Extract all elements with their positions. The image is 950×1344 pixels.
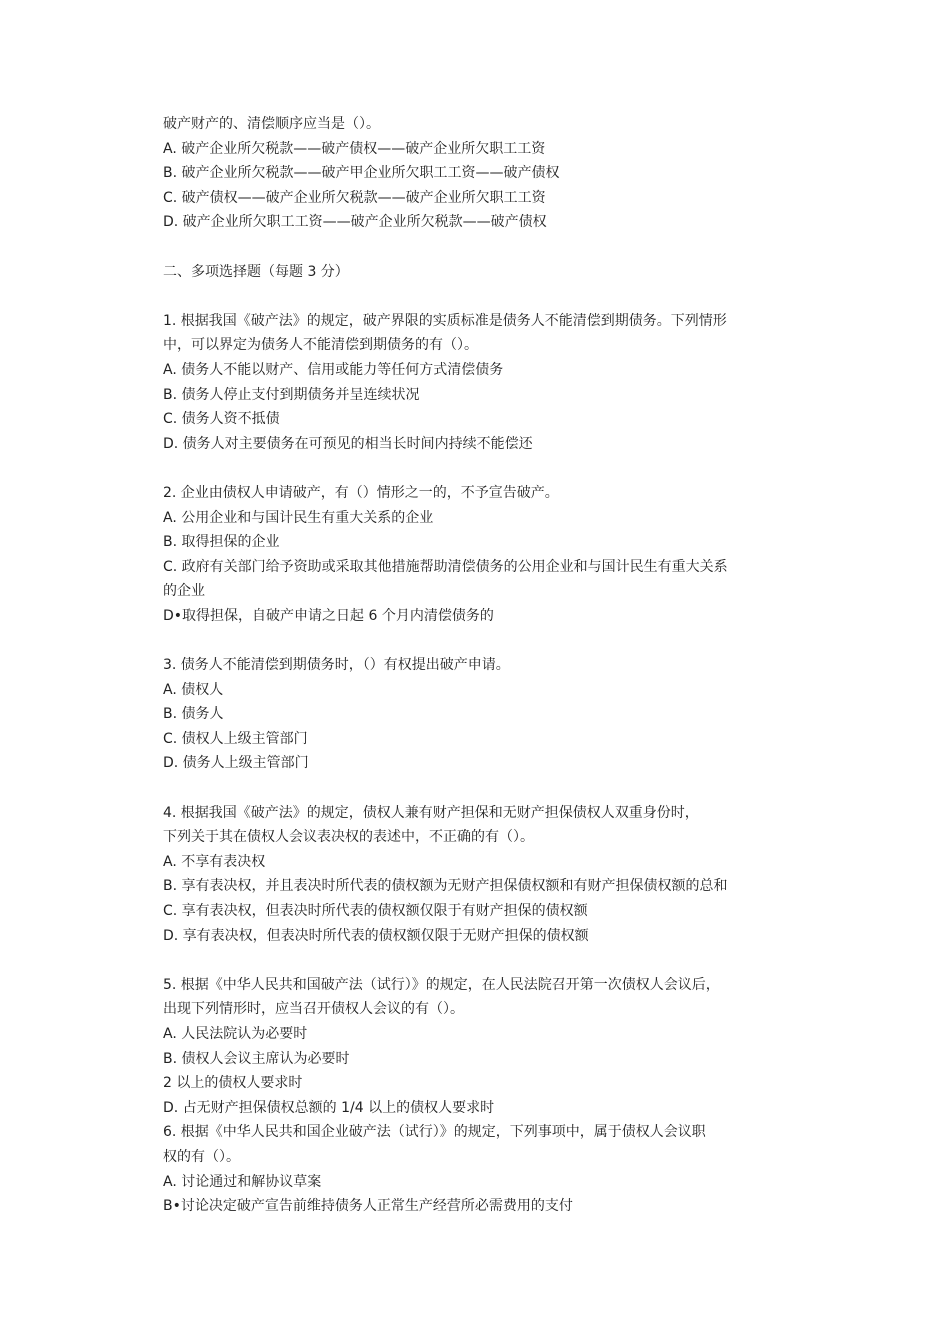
question-stem: 4. 根据我国《破产法》的规定，债权人兼有财产担保和无财产担保债权人双重身份时，	[163, 804, 699, 821]
question-stem: 下列关于其在债权人会议表决权的表述中，不正确的有（）。	[163, 829, 534, 846]
option-d: D. 债务人对主要债务在可预见的相当长时间内持续不能偿还	[163, 435, 533, 452]
question-2	[163, 481, 823, 629]
question-stem: 2. 企业由债权人申请破产，有（）情形之一的，不予宣告破产。	[163, 484, 559, 501]
question-stem: 3. 债务人不能清偿到期债务时，（）有权提出破产申请。	[163, 657, 510, 674]
option-c: C. 债权人上级主管部门	[163, 730, 308, 747]
question-3	[163, 653, 823, 776]
question-stem: 出现下列情形时，应当召开债权人会议的有（）。	[163, 1001, 464, 1018]
intro-question	[163, 112, 823, 235]
option-b: B. 享有表决权，并且表决时所代表的债权额为无财产担保债权额和有财产担保债权额的总和	[163, 878, 728, 895]
question-5	[163, 973, 823, 1121]
section-title: 二、多项选择题（每题 3 分）	[163, 263, 349, 280]
option-c-continued: 的企业	[163, 583, 205, 600]
question-stem: 5. 根据《中华人民共和国破产法（试行）》的规定，在人民法院召开第一次债权人会议后，	[163, 976, 720, 993]
option-b: B. 债务人	[163, 706, 224, 723]
option-a: A. 不享有表决权	[163, 853, 266, 870]
question-stem: 1. 根据我国《破产法》的规定，破产界限的实质标准是债务人不能清偿到期债务。下列情形	[163, 312, 727, 329]
option-c: C. 债务人资不抵债	[163, 411, 280, 428]
option-a: A. 讨论通过和解协议草案	[163, 1173, 322, 1190]
question-stem: 破产财产的、清偿顺序应当是（）。	[163, 116, 380, 132]
document-page	[163, 112, 823, 1219]
option-d: D. 享有表决权，但表决时所代表的债权额仅限于无财产担保的债权额	[163, 927, 589, 944]
option-c: C. 享有表决权，但表决时所代表的债权额仅限于有财产担保的债权额	[163, 903, 588, 919]
question-4	[163, 801, 823, 949]
option-b: B•讨论决定破产宣告前维持债务人正常生产经营所必需费用的支付	[163, 1198, 573, 1215]
option-a: A. 人民法院认为必要时	[163, 1025, 308, 1042]
option-a: A. 债务人不能以财产、信用或能力等任何方式清偿债务	[163, 361, 504, 378]
option-c: C. 政府有关部门给予资助或采取其他措施帮助清偿债务的公用企业和与国计民生有重大关系	[163, 558, 728, 575]
question-stem: 6. 根据《中华人民共和国企业破产法（试行）》的规定，下列事项中，属于债权人会议职	[163, 1124, 706, 1141]
question-1	[163, 309, 823, 457]
option-d: D. 债务人上级主管部门	[163, 755, 309, 772]
option-a: A. 公用企业和与国计民生有重大关系的企业	[163, 509, 434, 526]
question-stem: 权的有（）。	[163, 1148, 240, 1165]
option-c: C. 破产债权——破产企业所欠税款——破产企业所欠职工工资	[163, 189, 546, 206]
option-c: 2 以上的债权人要求时	[163, 1075, 303, 1092]
option-b: B. 债务人停止支付到期债务并呈连续状况	[163, 386, 420, 403]
option-d: D•取得担保，自破产申请之日起 6 个月内清偿债务的	[163, 607, 494, 624]
option-d: D. 破产企业所欠职工工资——破产企业所欠税款——破产债权	[163, 214, 547, 231]
option-b: B. 债权人会议主席认为必要时	[163, 1050, 350, 1067]
option-d: D. 占无财产担保债权总额的 1/4 以上的债权人要求时	[163, 1099, 495, 1116]
option-a: A. 破产企业所欠税款——破产债权——破产企业所欠职工工资	[163, 140, 546, 157]
option-b: B. 破产企业所欠税款——破产甲企业所欠职工工资——破产债权	[163, 165, 560, 182]
question-stem: 中，可以界定为债务人不能清偿到期债务的有（）。	[163, 337, 478, 354]
option-b: B. 取得担保的企业	[163, 534, 280, 551]
option-a: A. 债权人	[163, 681, 224, 698]
question-6	[163, 1120, 823, 1218]
